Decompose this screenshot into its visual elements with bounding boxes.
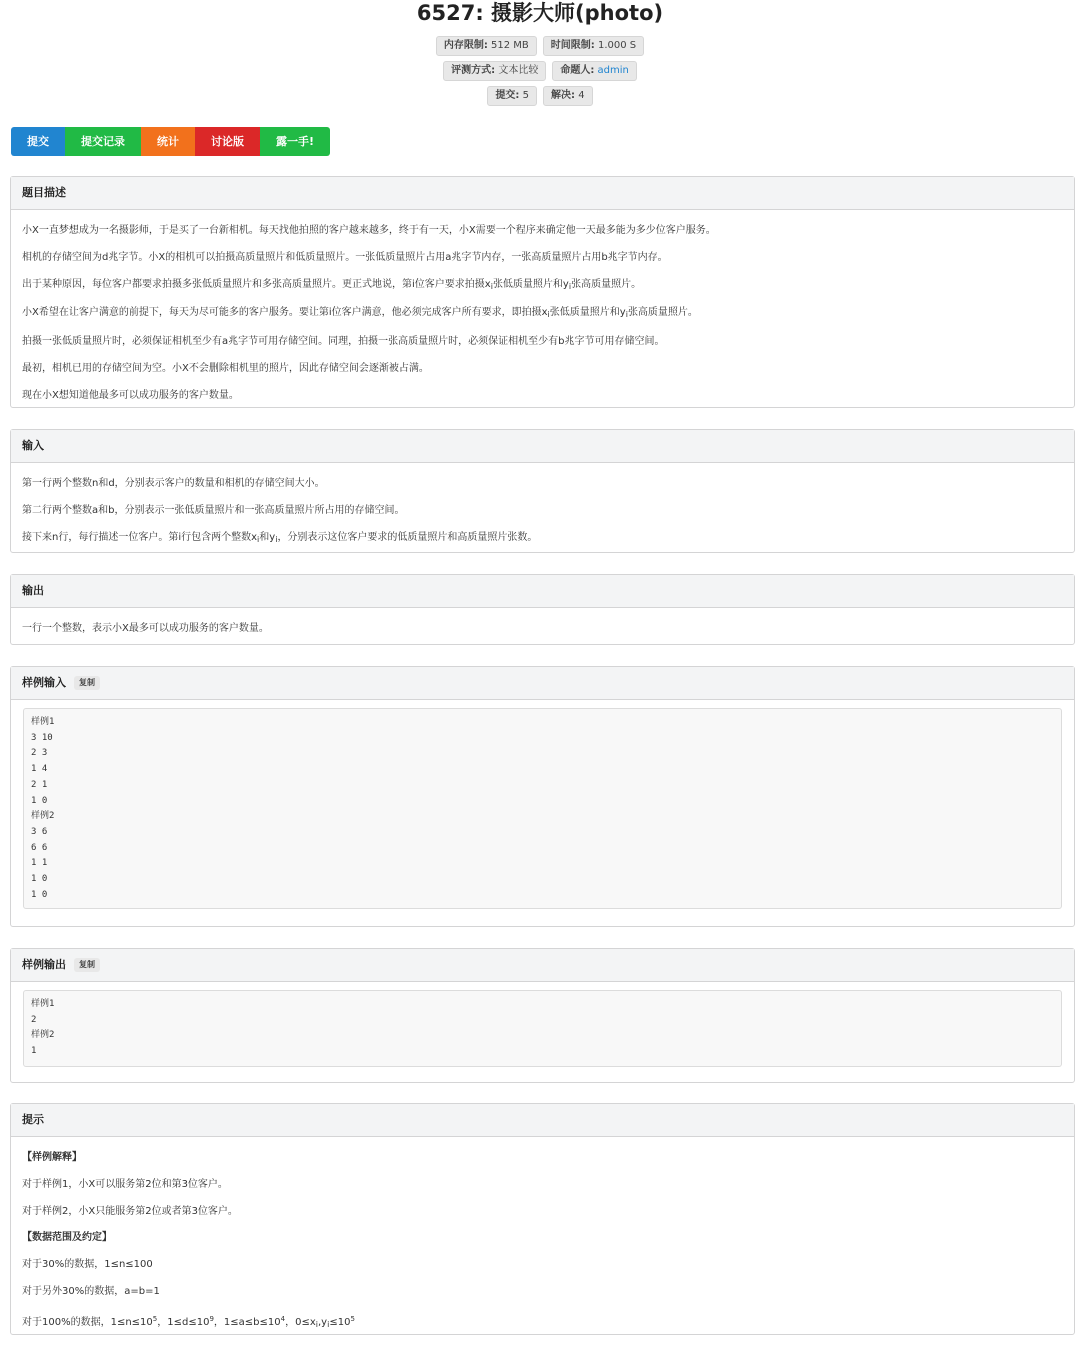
author-label: 命题人: xyxy=(560,65,595,76)
superscript: 4 xyxy=(280,1314,286,1323)
input-panel xyxy=(10,429,1075,553)
solved-count-badge xyxy=(543,86,593,106)
time-limit-value: 1.000 S xyxy=(597,40,637,51)
sample-input-header xyxy=(11,667,1074,700)
description-paragraph: 现在小X想知道他最多可以成功服务的客户数量。 xyxy=(22,389,239,401)
hint-paragraph: 对于30%的数据，1≤n≤100 xyxy=(22,1259,153,1271)
submit-button[interactable]: 提交 xyxy=(11,127,65,156)
problem-meta xyxy=(0,36,1080,106)
input-paragraph: 第一行两个整数n和d，分别表示客户的数量和相机的存储空间大小。 xyxy=(22,478,325,489)
sample-output-code: 样例1 2 样例2 1 xyxy=(23,990,1062,1067)
hint-paragraph xyxy=(22,1306,1063,1339)
description-paragraph: 最初，相机已用的存储空间为空。小X不会删除相机里的照片，因此存储空间会逐渐被占满。 xyxy=(22,362,429,374)
time-limit-label: 时间限制: xyxy=(550,40,595,51)
subscript: i xyxy=(547,310,550,320)
text-segment: 张高质量照片。 xyxy=(571,278,642,290)
submit-count-badge xyxy=(487,86,537,106)
text-segment: 张高质量照片。 xyxy=(627,307,698,319)
output-panel xyxy=(10,574,1075,645)
description-paragraph: 相机的存储空间为d兆字节。小X的相机可以拍摄高质量照片和低质量照片。一张低质量照片占用a兆字节内存，一张高质量照片占用b兆字节内存。 xyxy=(22,251,668,263)
submit-count-value: 5 xyxy=(522,90,529,101)
judge-method-value: 文本比较 xyxy=(498,65,539,76)
subscript: i xyxy=(490,281,493,291)
description-paragraph: 小X一直梦想成为一名摄影师，于是买了一台新相机。每天找他拍照的客户越来越多，终于有一天，小X需要一个程序来确定他一天最多能为多少位客户服务。 xyxy=(22,225,716,236)
sample-input-body xyxy=(11,700,1074,917)
hint-paragraph: 对于样例1，小X可以服务第2位和第3位客户。 xyxy=(22,1178,228,1190)
text-segment: ，1≤d≤10 xyxy=(157,1316,210,1328)
text-segment: 对于100%的数据，1≤n≤10 xyxy=(22,1316,153,1328)
text-segment: ，0≤x xyxy=(285,1316,316,1328)
text-segment: 小X希望在让客户满意的前提下，每天为尽可能多的客户服务。要让第i位客户满意，他必须完成客户所有要求，即拍摄x xyxy=(22,307,548,319)
text-segment: 张低质量照片和y xyxy=(492,278,569,290)
superscript: 9 xyxy=(209,1314,214,1323)
show-off-button[interactable]: 露一手! xyxy=(260,127,330,156)
author-badge xyxy=(552,61,637,81)
superscript: 5 xyxy=(152,1314,158,1323)
description-paragraph xyxy=(22,272,1063,301)
page-title: 6527: 摄影大师(photo) xyxy=(416,1,664,25)
sample-input-heading: 样例输入 xyxy=(22,676,66,689)
subscript: i xyxy=(257,534,260,544)
statistics-button[interactable]: 统计 xyxy=(141,127,195,156)
output-body xyxy=(11,608,1074,651)
output-paragraph: 一行一个整数，表示小X最多可以成功服务的客户数量。 xyxy=(22,623,269,634)
memory-limit-label: 内存限制: xyxy=(443,40,488,51)
hint-paragraph: 对于样例2，小X只能服务第2位或者第3位客户。 xyxy=(22,1205,238,1217)
submission-records-button[interactable]: 提交记录 xyxy=(65,127,141,156)
text-segment: ,y xyxy=(318,1316,328,1328)
solved-count-value: 4 xyxy=(578,90,585,101)
description-heading: 题目描述 xyxy=(11,177,1074,210)
hint-body xyxy=(11,1137,1074,1347)
solved-count-label: 解决: xyxy=(551,90,575,101)
description-panel xyxy=(10,176,1075,408)
copy-sample-output-button[interactable]: 复制 xyxy=(74,958,100,972)
subscript: i xyxy=(275,534,278,544)
data-range-title: 【数据范围及约定】 xyxy=(22,1232,112,1244)
sample-input-code: 样例1 3 10 2 3 1 4 2 1 1 0 样例2 3 6 6 6 1 1 1 0 1 0 xyxy=(23,708,1062,909)
input-heading: 输入 xyxy=(11,430,1074,463)
memory-limit-value: 512 MB xyxy=(491,40,529,51)
text-segment: 接下来n行，每行描述一位客户。第i行包含两个整数x xyxy=(22,531,258,543)
text-segment: ，1≤a≤b≤10 xyxy=(213,1316,281,1328)
input-paragraph xyxy=(22,525,1063,554)
sample-input-panel xyxy=(10,666,1075,927)
discussion-button[interactable]: 讨论版 xyxy=(195,127,260,156)
subscript: i xyxy=(315,1319,318,1329)
subscript: i xyxy=(568,281,572,291)
text-segment: ，分别表示这位客户要求的低质量照片和高质量照片张数。 xyxy=(277,531,538,543)
author-link[interactable]: admin xyxy=(597,65,629,76)
sample-explanation-title: 【样例解释】 xyxy=(22,1152,82,1163)
description-paragraph: 拍摄一张低质量照片时，必须保证相机至少有a兆字节可用存储空间。同理，拍摄一张高质量照片时，必须保证相机至少有b兆字节可用存储空间。 xyxy=(22,336,665,348)
sample-output-body xyxy=(11,982,1074,1075)
action-buttons xyxy=(11,127,330,156)
superscript: 5 xyxy=(350,1314,355,1323)
text-segment: 出于某种原因，每位客户都要求拍摄多张低质量照片和多张高质量照片。更正式地说，第i位客户要求拍摄x xyxy=(22,278,491,290)
submit-count-label: 提交: xyxy=(495,90,520,101)
description-body xyxy=(11,210,1074,418)
text-segment: ≤10 xyxy=(329,1316,351,1328)
sample-output-header xyxy=(11,949,1074,982)
description-paragraph xyxy=(22,300,1063,329)
hint-panel xyxy=(10,1103,1075,1335)
copy-sample-input-button[interactable]: 复制 xyxy=(74,676,100,690)
sample-output-panel xyxy=(10,948,1075,1083)
subscript: i xyxy=(327,1319,330,1329)
input-body xyxy=(11,463,1074,561)
judge-method-badge xyxy=(443,61,546,81)
judge-method-label: 评测方式: xyxy=(451,65,496,76)
memory-limit-badge xyxy=(436,36,537,56)
output-heading: 输出 xyxy=(11,575,1074,608)
text-segment: 张低质量照片和y xyxy=(549,307,626,319)
hint-paragraph: 对于另外30%的数据，a=b=1 xyxy=(22,1285,160,1297)
text-segment: 和y xyxy=(259,531,276,543)
hint-heading: 提示 xyxy=(11,1104,1074,1137)
time-limit-badge xyxy=(543,36,644,56)
subscript: i xyxy=(625,310,628,320)
input-paragraph: 第二行两个整数a和b，分别表示一张低质量照片和一张高质量照片所占用的存储空间。 xyxy=(22,504,405,516)
sample-output-heading: 样例输出 xyxy=(22,958,66,971)
